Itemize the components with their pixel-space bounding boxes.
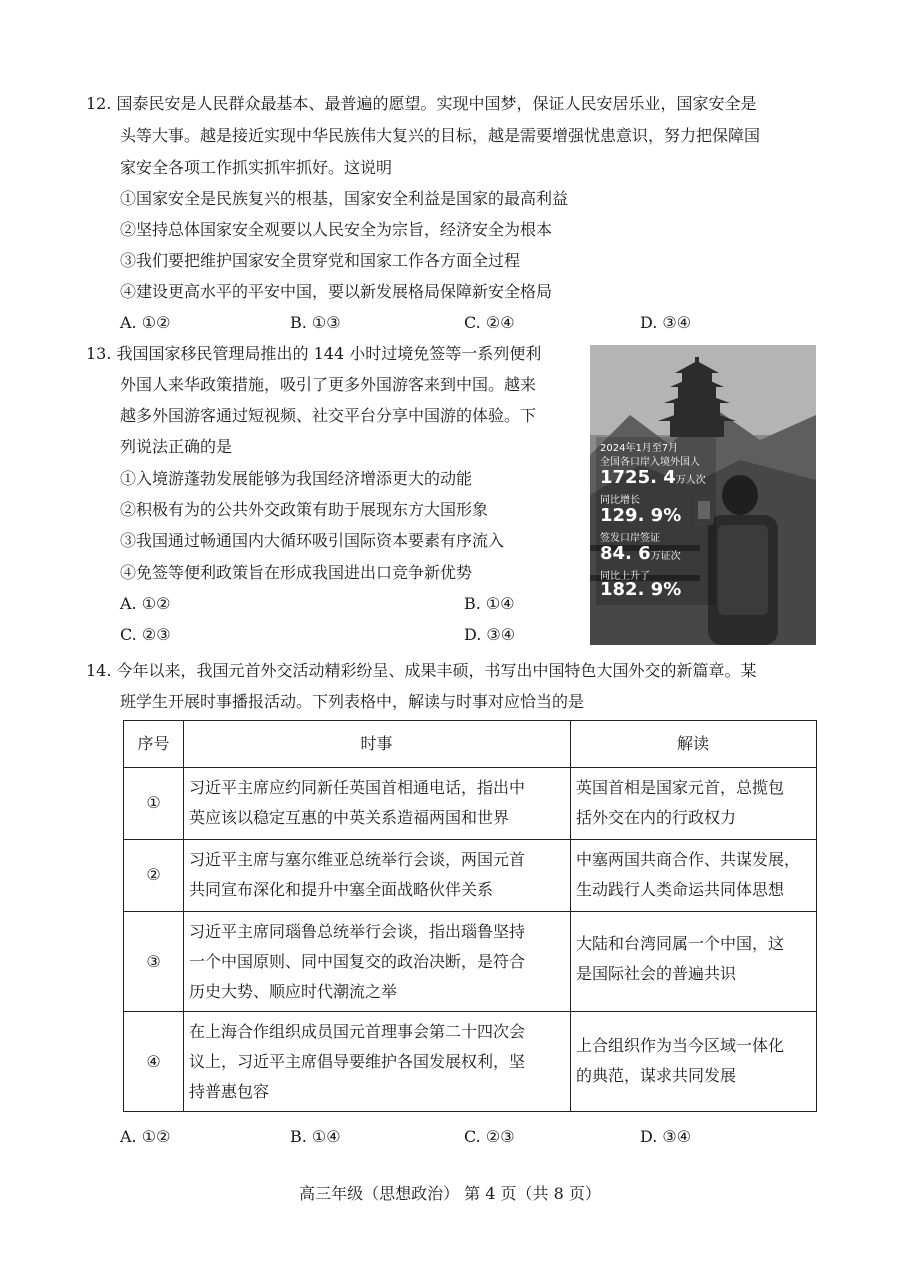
q12-item-2: ②坚持总体国家安全观要以人民安全为宗旨，经济安全为根本	[120, 220, 553, 239]
q12-stem-line-3: 家安全各项工作抓实抓牢抓好。这说明	[120, 158, 393, 177]
table-rule	[570, 721, 571, 1111]
table-row-4-event: 在上海合作组织成员国元首理事会第二十四次会 议上，习近平主席倡导要维护各国发展权利，坚 持普惠包容	[189, 1022, 526, 1101]
image-stat-label-2: 同比增长	[600, 495, 640, 506]
table-rule	[124, 1011, 816, 1012]
table-row-1-reading: 英国首相是国家元首，总揽包 括外交在内的行政权力	[576, 778, 785, 827]
q12-stem-line-1: 12. 国泰民安是人民群众最基本、最普遍的愿望。实现中国梦，保证人民安居乐业，国家安全是	[86, 94, 757, 113]
image-header-subject: 全国各口岸入境外国人	[600, 457, 700, 468]
q14-stem-line-1: 14. 今年以来，我国元首外交活动精彩纷呈、成果丰硕，书写出中国特色大国外交的新篇章。某	[86, 661, 757, 680]
image-stat-unit-3: 万证次	[650, 551, 681, 562]
q12-option-a: A. ①②	[120, 313, 171, 332]
tourist-photo-illustration	[590, 345, 816, 645]
q12-option-d: D. ③④	[640, 313, 692, 332]
q13-stem-line-3: 越多外国游客通过短视频、社交平台分享中国游的体验。下	[120, 406, 537, 425]
q13-stem-line-4: 列说法正确的是	[120, 437, 233, 456]
image-stat-unit-1: 万人次	[675, 475, 706, 486]
q13-item-1: ①入境游蓬勃发展能够为我国经济增添更大的动能	[120, 469, 473, 488]
q13-item-4: ④免签等便利政策旨在形成我国进出口竞争新优势	[120, 563, 473, 582]
image-header-date: 2024年1月至7月	[600, 443, 679, 454]
table-row-3-event: 习近平主席同瑙鲁总统举行会谈，指出瑙鲁坚持 一个中国原则、同中国复交的政治决断，是符合 历史大势、顺应时代潮流之举	[189, 922, 526, 1001]
current-events-table	[123, 720, 817, 1112]
q14-option-d: D. ③④	[640, 1127, 692, 1146]
table-rule	[124, 767, 816, 768]
table-row-4-reading: 上合组织作为当今区域一体化 的典范，谋求共同发展	[576, 1036, 785, 1085]
table-row-4-number: ④	[146, 1052, 161, 1071]
q14-option-a: A. ①②	[120, 1127, 171, 1146]
q13-item-2: ②积极有为的公共外交政策有助于展现东方大国形象	[120, 500, 489, 519]
q13-item-3: ③我国通过畅通国内大循环吸引国际资本要素有序流入	[120, 531, 505, 550]
image-stat-value-2: 129. 9%	[600, 505, 682, 526]
q12-stem-line-2: 头等大事。越是接近实现中华民族伟大复兴的目标，越是需要增强忧患意识，努力把保障国	[120, 126, 761, 145]
image-stat-value-1: 1725. 4万人次	[600, 467, 706, 488]
table-header-event: 时事	[360, 734, 393, 753]
page-footer: 高三年级（思想政治） 第 4 页（共 8 页）	[299, 1184, 601, 1203]
q13-option-a: A. ①②	[120, 594, 171, 613]
q13-stem-line-1: 13. 我国国家移民管理局推出的 144 小时过境免签等一系列便利	[86, 344, 542, 363]
table-row-2-event: 习近平主席与塞尔维亚总统举行会谈，两国元首 共同宣布深化和提升中塞全面战略伙伴关系	[189, 850, 526, 899]
q12-option-c: C. ②④	[464, 313, 515, 332]
q14-option-b: B. ①④	[290, 1127, 341, 1146]
image-stat-value-4: 182. 9%	[600, 579, 682, 600]
image-stat-label-3: 签发口岸签证	[600, 533, 660, 544]
table-rule	[124, 839, 816, 840]
q13-option-c: C. ②③	[120, 625, 171, 644]
q12-item-3: ③我们要把维护国家安全贯穿党和国家工作各方面全过程	[120, 251, 521, 270]
q13-option-b: B. ①④	[464, 594, 515, 613]
q14-stem-line-2: 班学生开展时事播报活动。下列表格中，解读与时事对应恰当的是	[120, 692, 585, 711]
q12-item-4: ④建设更高水平的平安中国，要以新发展格局保障新安全格局	[120, 282, 553, 301]
table-header-number: 序号	[137, 734, 170, 753]
q12-option-b: B. ①③	[290, 313, 341, 332]
table-row-1-number: ①	[146, 793, 161, 812]
table-row-1-event: 习近平主席应约同新任英国首相通电话，指出中 英应该以稳定互惠的中英关系造福两国和世界	[189, 778, 526, 827]
table-rule	[124, 911, 816, 912]
q13-option-d: D. ③④	[464, 625, 516, 644]
table-header-reading: 解读	[676, 734, 709, 753]
table-row-3-reading: 大陆和台湾同属一个中国，这 是国际社会的普遍共识	[576, 934, 785, 983]
table-row-2-number: ②	[146, 865, 161, 884]
table-row-3-number: ③	[146, 952, 161, 971]
table-rule	[183, 721, 184, 1111]
image-stat-label-4: 同比上升了	[600, 571, 650, 582]
q12-item-1: ①国家安全是民族复兴的根基，国家安全利益是国家的最高利益	[120, 189, 569, 208]
q14-option-c: C. ②③	[464, 1127, 515, 1146]
image-stat-value-3: 84. 6万证次	[600, 543, 681, 564]
q13-stem-line-2: 外国人来华政策措施，吸引了更多外国游客来到中国。越来	[120, 375, 537, 394]
table-row-2-reading: 中塞两国共商合作、共谋发展， 生动践行人类命运共同体思想	[576, 850, 801, 899]
